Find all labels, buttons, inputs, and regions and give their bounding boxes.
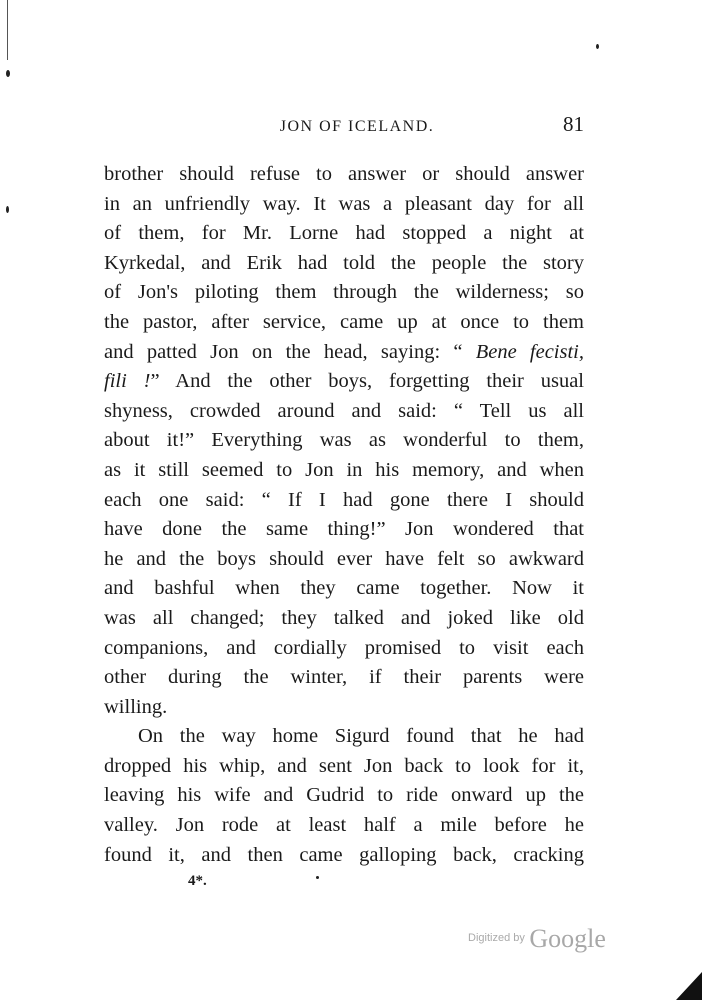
corner-scan-mark bbox=[676, 972, 702, 1000]
binding-edge-line bbox=[7, 0, 8, 60]
digitized-watermark bbox=[468, 924, 606, 954]
latin-phrase: fili ! bbox=[104, 370, 151, 393]
text-line: of them, for Mr. Lorne had stopped a night at bbox=[104, 222, 584, 245]
text-line: valley. Jon rode at least half a mile before he bbox=[104, 814, 584, 837]
signature-mark: 4*. bbox=[188, 873, 207, 889]
text-line: the pastor, after service, came up at once to them bbox=[104, 310, 584, 333]
scan-speck bbox=[6, 70, 10, 77]
text-line: and bashful when they came together. Now it bbox=[104, 577, 584, 600]
text-line: companions, and cordially promised to visit each bbox=[104, 636, 584, 659]
text-line: dropped his whip, and sent Jon back to look for it, bbox=[104, 754, 584, 777]
scan-speck bbox=[6, 206, 9, 213]
digitized-prefix: Digitized by bbox=[468, 932, 525, 944]
text-line: On the way home Sigurd found that he had bbox=[138, 725, 584, 748]
text-line: leaving his wife and Gudrid to ride onward up the bbox=[104, 784, 584, 807]
text-line: brother should refuse to answer or should answer bbox=[104, 163, 584, 185]
text-line bbox=[104, 338, 584, 368]
google-logo: Google bbox=[529, 924, 606, 953]
text-line bbox=[104, 367, 584, 397]
text-line: he and the boys should ever have felt so awkward bbox=[104, 547, 584, 570]
page-number: 81 bbox=[563, 112, 584, 136]
page-body bbox=[104, 160, 584, 870]
text-line: in an unfriendly way. It was a pleasant day for all bbox=[104, 192, 584, 215]
text-line: willing. bbox=[104, 695, 168, 718]
scan-speck bbox=[316, 876, 319, 879]
text-line: other during the winter, if their parents were bbox=[104, 666, 584, 689]
text-fragment: and patted Jon on the head, saying: “ bbox=[104, 340, 476, 363]
text-line: as it still seemed to Jon in his memory, and when bbox=[104, 458, 584, 481]
text-line: found it, and then came galloping back, cracking bbox=[104, 843, 584, 866]
text-line: Kyrkedal, and Erik had told the people the story bbox=[104, 251, 584, 274]
running-title: JON OF ICELAND. bbox=[279, 118, 435, 135]
text-fragment: ” And the other boys, forgetting their usual bbox=[150, 370, 585, 393]
text-line: was all changed; they talked and joked like old bbox=[104, 606, 584, 629]
text-line: have done the same thing!” Jon wondered that bbox=[104, 518, 584, 541]
text-line: of Jon's piloting them through the wilderness; so bbox=[104, 281, 584, 304]
text-line: about it!” Everything was as wonderful to them, bbox=[104, 429, 584, 452]
text-line: each one said: “ If I had gone there I should bbox=[104, 488, 584, 511]
latin-phrase: Bene fecisti, bbox=[475, 340, 584, 363]
scan-speck bbox=[596, 44, 599, 49]
text-line: shyness, crowded around and said: “ Tell us all bbox=[104, 399, 584, 422]
